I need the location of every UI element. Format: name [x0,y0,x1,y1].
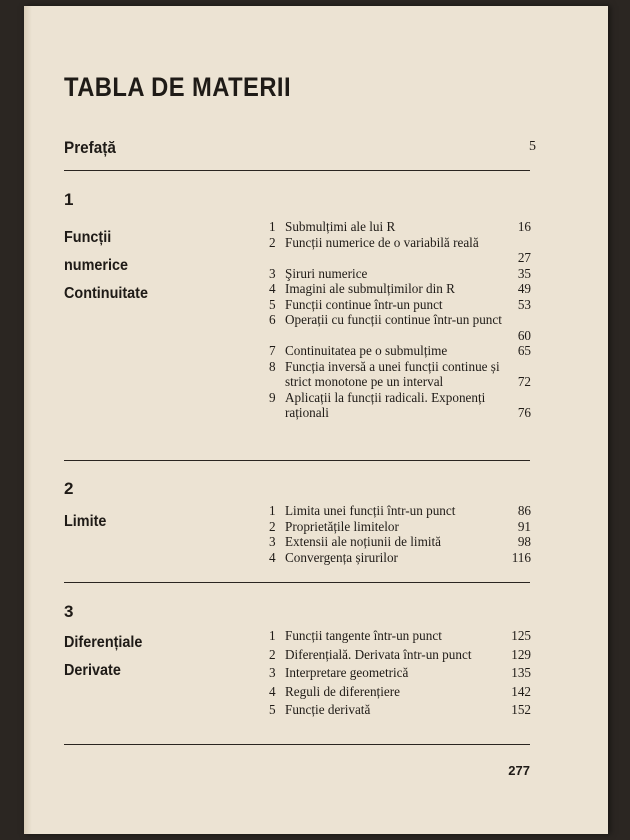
toc-entry[interactable] [269,550,531,566]
entry-page: 76 [517,405,531,420]
entry-page: 49 [517,281,531,296]
chapter-1-number: 1 [64,190,74,209]
entry-page: 142 [511,683,531,699]
entry-number: 3 [269,665,276,680]
toc-entry[interactable] [269,390,531,421]
toc-entry[interactable] [269,647,531,663]
toc-entry[interactable] [269,281,531,297]
entry-text: Diferențială. Derivata într-un punct [285,646,472,662]
entry-number: 7 [269,343,276,358]
toc-entry[interactable] [269,219,531,235]
chapter-2-title [64,508,106,536]
entry-page: 27 [517,250,531,265]
chapter-1-entries [269,219,531,421]
entry-text: Operații cu funcții continue într-un punct [285,312,502,327]
divider [64,460,530,461]
toc-entry[interactable] [269,235,531,266]
chapter-2-number: 2 [64,479,74,498]
toc-entry[interactable] [269,534,531,550]
entry-page: 60 [517,327,531,343]
toc-entry[interactable] [269,503,531,519]
chapter-3-entries [269,628,531,718]
book-page [24,6,608,834]
entry-text: Funcții tangente într-un punct [285,628,442,643]
entry-number: 1 [269,503,276,518]
entry-text: Funcția inversă a unei funcții continue și strict monotone pe un interval [285,358,500,389]
page-binding-edge [24,6,32,834]
entry-page: 129 [511,646,531,662]
entry-number: 3 [269,265,276,281]
entry-number: 2 [269,518,276,534]
entry-number: 9 [269,389,276,405]
toc-entry[interactable] [269,343,531,359]
entry-number: 6 [269,312,276,327]
toc-entry[interactable] [269,312,531,343]
toc-entry[interactable] [269,519,531,535]
entry-number: 5 [269,702,276,717]
entry-text: Imagini ale submulțimilor din R [285,281,455,296]
entry-number: 8 [269,358,276,374]
chapter-1-title-line: Funcții [64,229,112,246]
entry-text: Funcții continue într-un punct [285,296,443,312]
entry-number: 3 [269,534,276,549]
chapter-1-title [64,224,148,308]
toc-entry[interactable] [269,684,531,700]
chapter-3-number: 3 [64,602,74,621]
divider [64,744,530,745]
entry-text: Reguli de diferențiere [285,683,400,699]
toc-entry[interactable] [269,628,531,644]
toc-entry[interactable] [269,359,531,390]
entry-page: 65 [517,343,531,358]
entry-page: 135 [511,665,531,680]
entry-number: 1 [269,628,276,643]
toc-entry[interactable] [269,266,531,282]
entry-number: 2 [269,646,276,662]
entry-page: 116 [511,549,531,565]
entry-number: 1 [269,219,276,234]
chapter-1-title-line: numerice [64,257,129,274]
chapter-2-title-line: Limite [64,513,107,530]
entry-text: Limita unei funcții într-un punct [285,503,456,518]
entry-number: 5 [269,296,276,312]
entry-page: 91 [517,518,531,534]
entry-number: 4 [269,683,276,699]
chapter-3-title [64,629,142,685]
entry-page: 152 [511,702,531,717]
entry-page: 98 [517,534,531,549]
divider [64,170,530,171]
entry-page: 35 [517,265,531,281]
chapter-3-title-line: Derivate [64,662,121,679]
divider [64,582,530,583]
entry-number: 4 [269,281,276,296]
chapter-3-title-line: Diferențiale [64,634,143,651]
preface-page-number: 5 [529,139,536,154]
entry-text: Continuitatea pe o submulțime [285,343,448,358]
entry-page: 53 [517,296,531,312]
entry-text: Submulțimi ale lui R [285,219,396,234]
entry-number: 4 [269,549,276,565]
toc-entry[interactable] [269,702,531,718]
entry-page: 125 [511,628,531,643]
toc-entry[interactable] [269,665,531,681]
entry-number: 2 [269,234,276,250]
entry-page: 16 [517,219,531,234]
entry-page: 86 [517,503,531,518]
entry-text: Funcții numerice de o variabilă reală [285,234,479,250]
chapter-2-entries [269,503,531,565]
toc-entry[interactable] [269,297,531,313]
entry-text: Aplicații la funcții radicali. Exponenți raționali [285,389,486,420]
entry-page: 72 [517,374,531,389]
entry-text: Funcție derivată [285,702,371,717]
entry-text: Şiruri numerice [285,265,368,281]
entry-text: Proprietățile limitelor [285,518,399,534]
footer-page-number: 277 [508,763,530,778]
page-title: TABLA DE MATERII [64,72,292,102]
chapter-1-title-line: Continuitate [64,285,148,302]
preface-label: Prefață [64,138,116,157]
entry-text: Interpretare geometrică [285,665,409,680]
entry-text: Convergența șirurilor [285,549,398,565]
entry-text: Extensii ale noțiunii de limită [285,534,442,549]
